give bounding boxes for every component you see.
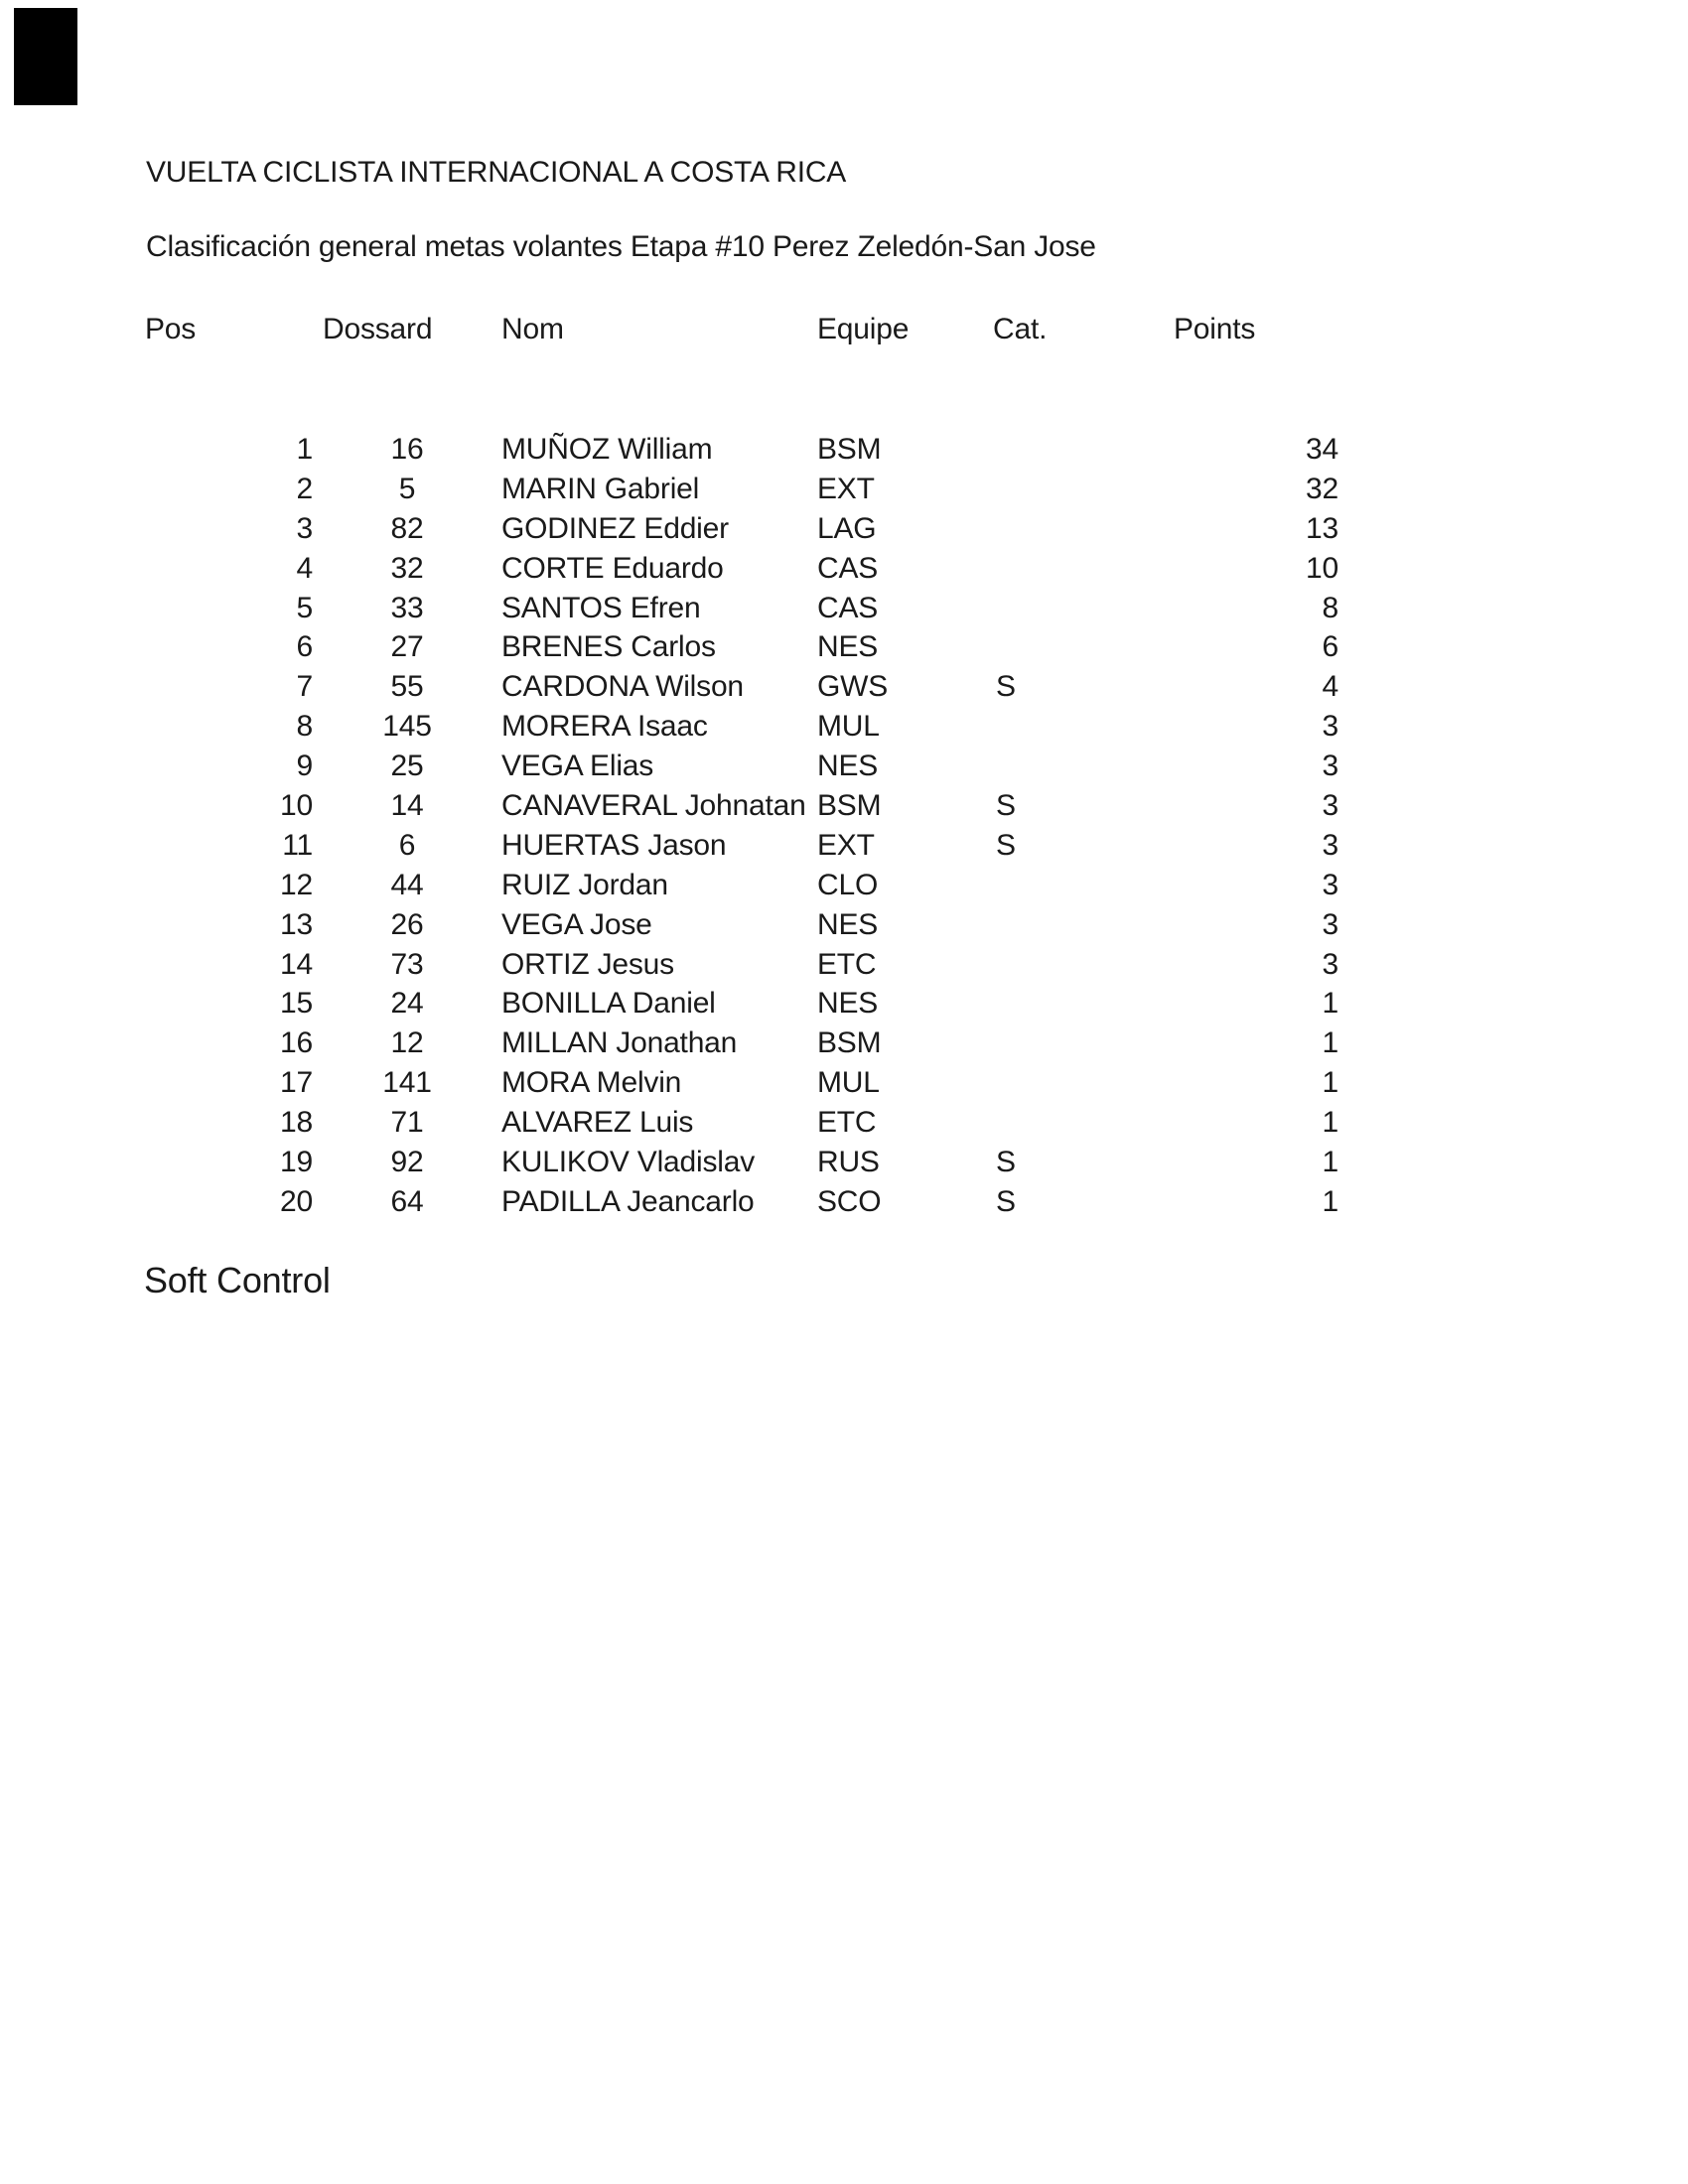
table-row bbox=[144, 549, 1338, 589]
cell-nom: BONILLA Daniel bbox=[501, 987, 716, 1021]
cell-equipe: GWS bbox=[817, 670, 889, 704]
footer-text: Soft Control bbox=[144, 1260, 331, 1300]
cell-points: 3 bbox=[1322, 789, 1338, 823]
cell-cat bbox=[993, 627, 1174, 667]
cell-equipe: SCO bbox=[817, 1184, 882, 1218]
header-nom: Nom bbox=[501, 313, 564, 345]
cell-points: 3 bbox=[1322, 710, 1338, 744]
header-pos: Pos bbox=[145, 313, 197, 345]
cell-dossard: 92 bbox=[390, 1146, 424, 1179]
cell-points: 4 bbox=[1322, 670, 1338, 704]
cell-equipe: NES bbox=[817, 750, 879, 783]
table-row bbox=[144, 627, 1338, 667]
cell-dossard: 44 bbox=[390, 868, 424, 901]
cell-points: 1 bbox=[1322, 1066, 1338, 1100]
cell-equipe: NES bbox=[817, 630, 879, 664]
cell-points: 3 bbox=[1322, 947, 1338, 981]
page-subtitle: Clasificación general metas volantes Etapa #10 Perez Zeledón-San Jose bbox=[146, 230, 1096, 263]
cell-pos: 14 bbox=[280, 947, 313, 981]
cell-cat: S bbox=[996, 789, 1016, 823]
cell-cat bbox=[993, 984, 1174, 1024]
cell-nom: VEGA Elias bbox=[501, 750, 654, 783]
cell-cat bbox=[993, 866, 1174, 905]
cell-dossard: 32 bbox=[390, 551, 424, 585]
cell-nom: GODINEZ Eddier bbox=[501, 511, 729, 545]
cell-cat: S bbox=[996, 828, 1016, 862]
cell-points: 3 bbox=[1322, 907, 1338, 941]
scan-corner-mark bbox=[14, 8, 77, 105]
cell-pos: 4 bbox=[296, 551, 313, 585]
cell-points: 3 bbox=[1322, 828, 1338, 862]
table-row bbox=[144, 905, 1338, 945]
cell-nom: CORTE Eduardo bbox=[501, 551, 724, 585]
table-row bbox=[144, 866, 1338, 905]
header-points: Points bbox=[1174, 313, 1256, 345]
cell-dossard: 82 bbox=[390, 511, 424, 545]
cell-dossard: 71 bbox=[390, 1106, 424, 1140]
table-rows bbox=[144, 430, 1338, 1222]
cell-cat bbox=[993, 589, 1174, 628]
table-row bbox=[144, 1024, 1338, 1063]
table-row bbox=[144, 470, 1338, 509]
cell-cat bbox=[993, 905, 1174, 945]
table-row bbox=[144, 786, 1338, 826]
cell-nom: MORA Melvin bbox=[501, 1066, 682, 1100]
cell-cat bbox=[993, 747, 1174, 786]
cell-pos: 12 bbox=[280, 868, 313, 901]
cell-cat bbox=[993, 470, 1174, 509]
cell-nom: PADILLA Jeancarlo bbox=[501, 1184, 755, 1218]
cell-cat bbox=[993, 707, 1174, 747]
table-row bbox=[144, 509, 1338, 549]
table-header-row bbox=[144, 311, 1338, 348]
cell-nom: RUIZ Jordan bbox=[501, 868, 668, 901]
cell-dossard: 55 bbox=[390, 670, 424, 704]
cell-points: 6 bbox=[1322, 630, 1338, 664]
cell-dossard: 14 bbox=[390, 789, 424, 823]
cell-dossard: 5 bbox=[398, 472, 416, 505]
table-row bbox=[144, 747, 1338, 786]
cell-cat: S bbox=[996, 1184, 1016, 1218]
cell-equipe: ETC bbox=[817, 947, 877, 981]
cell-dossard: 26 bbox=[390, 907, 424, 941]
cell-pos: 18 bbox=[280, 1106, 313, 1140]
cell-points: 3 bbox=[1322, 750, 1338, 783]
table-row bbox=[144, 1063, 1338, 1103]
header-equipe: Equipe bbox=[817, 313, 910, 345]
table-row bbox=[144, 707, 1338, 747]
cell-pos: 3 bbox=[296, 511, 313, 545]
cell-nom: MARIN Gabriel bbox=[501, 472, 700, 505]
cell-nom: ORTIZ Jesus bbox=[501, 947, 674, 981]
cell-pos: 19 bbox=[280, 1146, 313, 1179]
cell-equipe: NES bbox=[817, 907, 879, 941]
cell-equipe: BSM bbox=[817, 1026, 882, 1060]
cell-nom: SANTOS Efren bbox=[501, 591, 701, 624]
table-row bbox=[144, 1103, 1338, 1143]
cell-points: 1 bbox=[1322, 1106, 1338, 1140]
cell-points: 1 bbox=[1322, 1026, 1338, 1060]
table-row bbox=[144, 1143, 1338, 1182]
cell-pos: 5 bbox=[296, 591, 313, 624]
cell-nom: MILLAN Jonathan bbox=[501, 1026, 738, 1060]
cell-pos: 11 bbox=[282, 828, 313, 862]
cell-nom: CANAVERAL Johnatan bbox=[501, 789, 806, 823]
cell-pos: 13 bbox=[280, 907, 313, 941]
cell-cat bbox=[993, 1024, 1174, 1063]
cell-equipe: ETC bbox=[817, 1106, 877, 1140]
cell-nom: HUERTAS Jason bbox=[501, 828, 727, 862]
cell-dossard: 141 bbox=[382, 1066, 432, 1100]
cell-dossard: 73 bbox=[390, 947, 424, 981]
cell-points: 1 bbox=[1322, 1146, 1338, 1179]
cell-dossard: 6 bbox=[398, 828, 416, 862]
table-row bbox=[144, 1182, 1338, 1222]
cell-cat: S bbox=[996, 1146, 1016, 1179]
cell-cat bbox=[993, 945, 1174, 985]
cell-equipe: CAS bbox=[817, 551, 879, 585]
cell-dossard: 64 bbox=[390, 1184, 424, 1218]
table-row bbox=[144, 667, 1338, 707]
header-dossard: Dossard bbox=[323, 313, 433, 345]
cell-cat bbox=[993, 509, 1174, 549]
cell-pos: 15 bbox=[280, 987, 313, 1021]
cell-pos: 9 bbox=[296, 750, 313, 783]
cell-nom: MORERA Isaac bbox=[501, 710, 708, 744]
cell-equipe: NES bbox=[817, 987, 879, 1021]
cell-equipe: EXT bbox=[817, 828, 875, 862]
cell-points: 32 bbox=[1306, 472, 1338, 505]
cell-cat bbox=[993, 430, 1174, 470]
cell-points: 1 bbox=[1322, 987, 1338, 1021]
cell-dossard: 27 bbox=[390, 630, 424, 664]
table-row bbox=[144, 589, 1338, 628]
cell-pos: 20 bbox=[280, 1184, 313, 1218]
cell-nom: BRENES Carlos bbox=[501, 630, 716, 664]
cell-pos: 8 bbox=[296, 710, 313, 744]
cell-points: 8 bbox=[1322, 591, 1338, 624]
cell-points: 13 bbox=[1306, 511, 1338, 545]
cell-equipe: BSM bbox=[817, 789, 882, 823]
cell-dossard: 25 bbox=[390, 750, 424, 783]
cell-nom: MUÑOZ William bbox=[501, 433, 713, 466]
table-row bbox=[144, 826, 1338, 866]
table-row bbox=[144, 430, 1338, 470]
cell-equipe: RUS bbox=[817, 1146, 880, 1179]
table-row bbox=[144, 945, 1338, 985]
table-row bbox=[144, 984, 1338, 1024]
cell-dossard: 12 bbox=[390, 1026, 424, 1060]
cell-cat bbox=[993, 1063, 1174, 1103]
cell-points: 1 bbox=[1322, 1184, 1338, 1218]
cell-cat bbox=[993, 1103, 1174, 1143]
cell-nom: ALVAREZ Luis bbox=[501, 1106, 694, 1140]
cell-nom: KULIKOV Vladislav bbox=[501, 1146, 756, 1179]
cell-pos: 10 bbox=[280, 789, 313, 823]
cell-pos: 6 bbox=[296, 630, 313, 664]
cell-nom: VEGA Jose bbox=[501, 907, 652, 941]
cell-points: 3 bbox=[1322, 868, 1338, 901]
cell-dossard: 16 bbox=[390, 433, 424, 466]
cell-nom: CARDONA Wilson bbox=[501, 670, 744, 704]
cell-points: 34 bbox=[1306, 433, 1338, 466]
cell-points: 10 bbox=[1306, 551, 1338, 585]
page-title: VUELTA CICLISTA INTERNACIONAL A COSTA RICA bbox=[146, 156, 847, 189]
cell-cat bbox=[993, 549, 1174, 589]
cell-equipe: CAS bbox=[817, 591, 879, 624]
cell-equipe: MUL bbox=[817, 1066, 880, 1100]
cell-dossard: 145 bbox=[382, 710, 432, 744]
cell-dossard: 24 bbox=[390, 987, 424, 1021]
cell-equipe: BSM bbox=[817, 433, 882, 466]
cell-dossard: 33 bbox=[390, 591, 424, 624]
cell-pos: 17 bbox=[280, 1066, 313, 1100]
cell-equipe: CLO bbox=[817, 868, 879, 901]
cell-pos: 7 bbox=[296, 670, 313, 704]
cell-cat: S bbox=[996, 670, 1016, 704]
cell-equipe: MUL bbox=[817, 710, 880, 744]
cell-pos: 1 bbox=[296, 433, 313, 466]
cell-pos: 2 bbox=[296, 472, 313, 505]
cell-equipe: EXT bbox=[817, 472, 875, 505]
cell-pos: 16 bbox=[280, 1026, 313, 1060]
header-cat: Cat. bbox=[993, 313, 1048, 345]
cell-equipe: LAG bbox=[817, 511, 877, 545]
